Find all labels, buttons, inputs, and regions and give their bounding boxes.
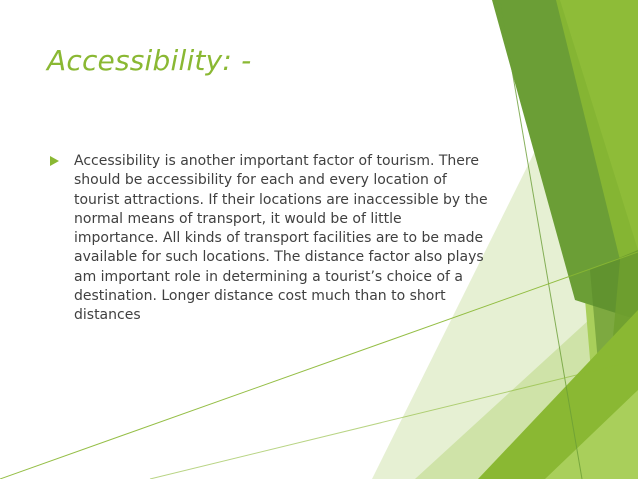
bullet-text: Accessibility is another important factor of tourism. There should be accessibility for each and every location of tourist attractions. If their locations are inaccessible by the normal means of transport, it would be of little importance. All kinds of transport facilities are to be made available for such locations. The distance factor also plays am important role in determining a tourist’s choice of a destination. Longer distance cost much than to short distances bbox=[74, 153, 488, 324]
triangle-bullet-icon bbox=[50, 156, 59, 166]
bullet-item bbox=[50, 152, 490, 326]
bullet-list bbox=[50, 152, 490, 326]
slide-title: Accessibility: - bbox=[47, 44, 252, 77]
